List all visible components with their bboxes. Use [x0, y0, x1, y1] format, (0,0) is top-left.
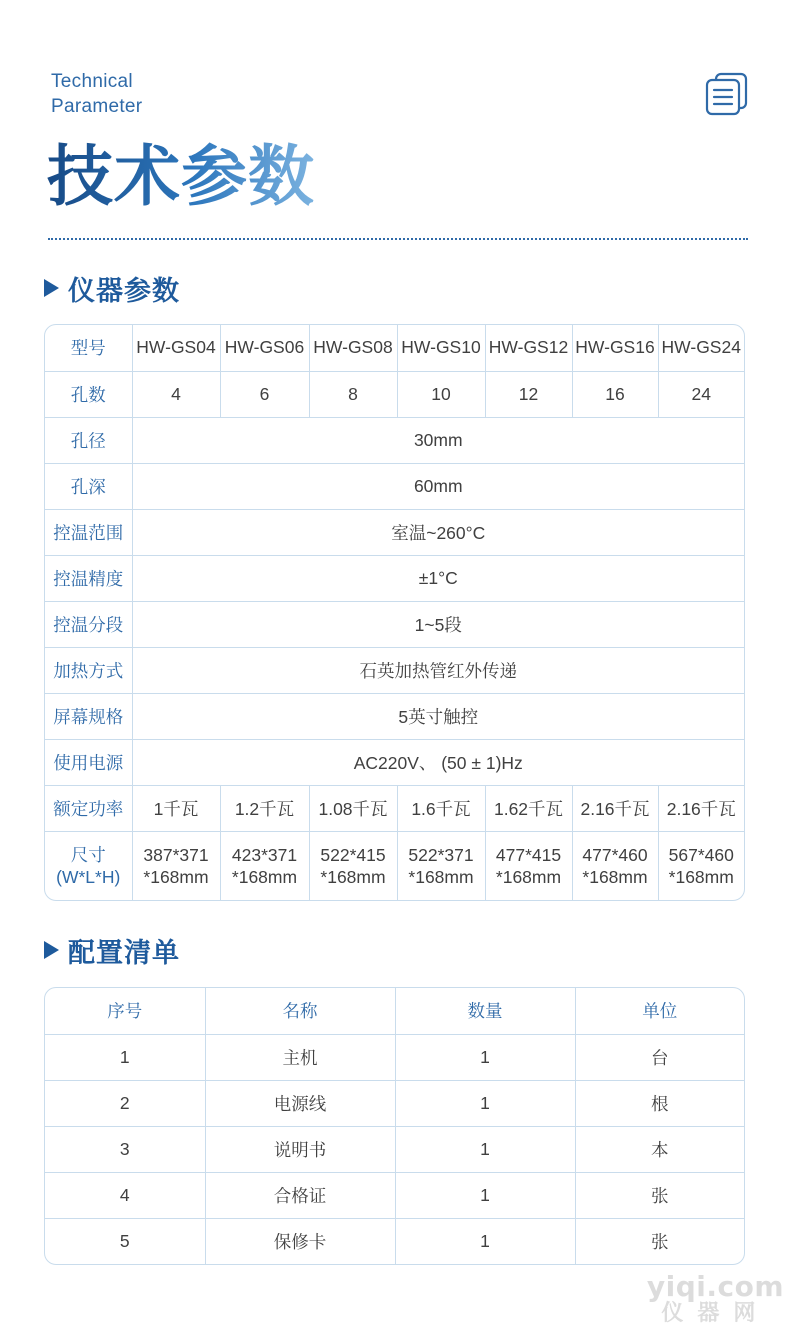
size-line2: *168mm: [143, 866, 209, 887]
size-line2: *168mm: [231, 866, 298, 887]
column-header: 单位: [575, 988, 744, 1034]
site-watermark: [647, 1272, 784, 1326]
size-cell: [309, 831, 397, 900]
power-cell: 2.16千瓦: [658, 785, 744, 831]
table-cell: 1: [395, 1126, 575, 1172]
holes-cell: 4: [132, 371, 220, 417]
section-heading-instrument: [44, 271, 180, 305]
table-cell: 5: [45, 1218, 205, 1264]
row-label: 孔径: [45, 417, 132, 463]
size-line2: *168mm: [582, 866, 648, 887]
table-row: [45, 1034, 744, 1080]
model-cell: HW-GS24: [658, 325, 744, 371]
row-value: AC220V、 (50 ± 1)Hz: [132, 739, 744, 785]
row-label: [45, 831, 132, 900]
table-cell: 本: [575, 1126, 744, 1172]
dotted-divider: [48, 238, 748, 240]
table-cell: 1: [45, 1034, 205, 1080]
triangle-bullet-icon: [44, 279, 59, 297]
row-label: 孔深: [45, 463, 132, 509]
size-label-line1: 尺寸: [70, 844, 106, 865]
row-label: 屏幕规格: [45, 693, 132, 739]
table-row-dimensions: [45, 831, 744, 900]
row-value: 石英加热管红外传递: [132, 647, 744, 693]
holes-cell: 6: [220, 371, 309, 417]
size-line1: 477*415: [495, 844, 562, 865]
table-row-holes: [45, 371, 744, 417]
size-cell: [658, 831, 744, 900]
size-line1: 567*460: [668, 844, 734, 865]
size-line1: 522*371: [408, 844, 474, 865]
size-cell: [220, 831, 309, 900]
size-label-line2: (W*L*H): [56, 866, 121, 887]
row-label: 控温范围: [45, 509, 132, 555]
power-cell: 1.62千瓦: [485, 785, 572, 831]
model-cell: HW-GS06: [220, 325, 309, 371]
table-row: [45, 1218, 744, 1264]
row-value: 60mm: [132, 463, 744, 509]
holes-cell: 10: [397, 371, 485, 417]
row-label: 型号: [45, 325, 132, 371]
row-value: 5英寸触控: [132, 693, 744, 739]
triangle-bullet-icon: [44, 941, 59, 959]
row-label: 控温精度: [45, 555, 132, 601]
size-cell: [485, 831, 572, 900]
size-cell: [132, 831, 220, 900]
table-row-temp-range: [45, 509, 744, 555]
holes-cell: 16: [572, 371, 658, 417]
holes-cell: 12: [485, 371, 572, 417]
power-cell: 1.2千瓦: [220, 785, 309, 831]
row-value: 30mm: [132, 417, 744, 463]
row-value: 室温~260°C: [132, 509, 744, 555]
holes-cell: 8: [309, 371, 397, 417]
power-cell: 1.08千瓦: [309, 785, 397, 831]
size-line1: 423*371: [231, 844, 298, 865]
size-line2: *168mm: [495, 866, 562, 887]
row-label: 使用电源: [45, 739, 132, 785]
table-row: [45, 1126, 744, 1172]
size-line1: 522*415: [320, 844, 386, 865]
table-cell: 电源线: [205, 1080, 395, 1126]
table-cell: 根: [575, 1080, 744, 1126]
model-cell: HW-GS10: [397, 325, 485, 371]
power-cell: 2.16千瓦: [572, 785, 658, 831]
table-row-heating-method: [45, 647, 744, 693]
size-line2: *168mm: [668, 866, 734, 887]
table-cell: 台: [575, 1034, 744, 1080]
power-cell: 1.6千瓦: [397, 785, 485, 831]
column-header: 数量: [395, 988, 575, 1034]
model-cell: HW-GS12: [485, 325, 572, 371]
table-cell: 保修卡: [205, 1218, 395, 1264]
config-list-table: [44, 987, 745, 1265]
size-cell: [397, 831, 485, 900]
table-row: [45, 1080, 744, 1126]
english-title-line1: Technical: [51, 71, 133, 92]
table-cell: 张: [575, 1218, 744, 1264]
table-row-temp-segments: [45, 601, 744, 647]
table-cell: 1: [395, 1034, 575, 1080]
row-value: 1~5段: [132, 601, 744, 647]
table-cell: 合格证: [205, 1172, 395, 1218]
column-header: 名称: [205, 988, 395, 1034]
size-line1: 477*460: [582, 844, 648, 865]
table-cell: 2: [45, 1080, 205, 1126]
english-title-line2: Parameter: [51, 96, 143, 117]
page-title: 技术参数: [47, 137, 315, 215]
table-row-temp-accuracy: [45, 555, 744, 601]
table-row-screen: [45, 693, 744, 739]
size-line1: 387*371: [143, 844, 209, 865]
size-line2: *168mm: [320, 866, 386, 887]
model-cell: HW-GS08: [309, 325, 397, 371]
table-row-hole-diameter: [45, 417, 744, 463]
row-label: 加热方式: [45, 647, 132, 693]
document-list-icon: [704, 72, 750, 116]
table-row-rated-power: [45, 785, 744, 831]
size-cell: [572, 831, 658, 900]
table-cell: 张: [575, 1172, 744, 1218]
table-header-row: [45, 988, 744, 1034]
model-cell: HW-GS04: [132, 325, 220, 371]
table-cell: 主机: [205, 1034, 395, 1080]
row-label: 控温分段: [45, 601, 132, 647]
size-line2: *168mm: [408, 866, 474, 887]
section-title: 仪器参数: [68, 275, 180, 306]
table-cell: 4: [45, 1172, 205, 1218]
model-cell: HW-GS16: [572, 325, 658, 371]
row-value: ±1°C: [132, 555, 744, 601]
table-row-hole-depth: [45, 463, 744, 509]
power-cell: 1千瓦: [132, 785, 220, 831]
column-header: 序号: [45, 988, 205, 1034]
table-cell: 1: [395, 1172, 575, 1218]
table-cell: 1: [395, 1080, 575, 1126]
section-title: 配置清单: [68, 937, 180, 968]
table-row-models: [45, 325, 744, 371]
watermark-name: 仪器网: [661, 1301, 770, 1326]
table-cell: 1: [395, 1218, 575, 1264]
instrument-params-table: [44, 324, 745, 901]
watermark-domain: yiqi.com: [646, 1270, 784, 1303]
holes-cell: 24: [658, 371, 744, 417]
table-row: [45, 1172, 744, 1218]
table-cell: 说明书: [205, 1126, 395, 1172]
table-cell: 3: [45, 1126, 205, 1172]
section-heading-config: [44, 933, 180, 967]
row-label: 孔数: [45, 371, 132, 417]
english-title: [51, 69, 142, 119]
row-label: 额定功率: [45, 785, 132, 831]
table-row-power-supply: [45, 739, 744, 785]
